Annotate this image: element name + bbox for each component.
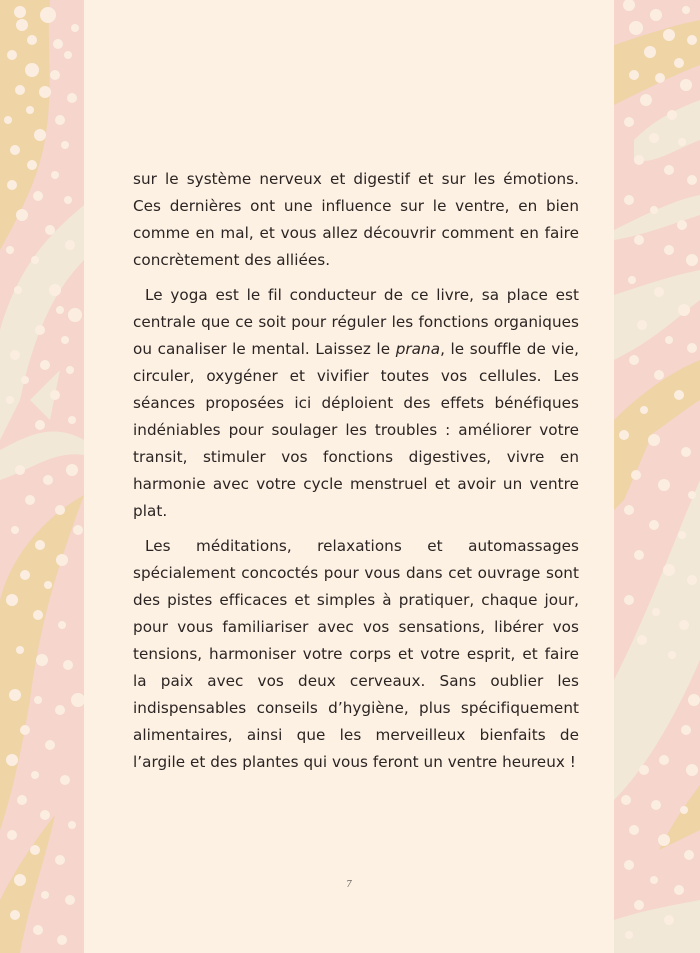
dotted-wave-pattern-right [614,0,700,953]
paragraph-1: sur le système nerveux et digestif et sur les émotions. Ces dernières ont une influence sur le ventre, en bien comme en mal, et vous allez découvrir comment en faire concrètement des alliées. [133,170,579,269]
paragraph-2-part-1: Le yoga est le fil conducteur de ce livre, sa place est centrale que ce soit pour réguler les fonctions organiques ou canaliser le mental. Laissez le [133,286,579,358]
decorative-border-right [614,0,700,953]
page-number: 7 [346,880,352,890]
emphasis-prana: prana [395,340,441,358]
paragraph-3: Les méditations, relaxations et automassages spécialement concoctés pour vous dans cet ouvrage sont des pistes efficaces et simples à pratiquer, chaque jour, pour vous familiariser avec vos sensations, libérer vos tensions, harmoniser votre corps et votre esprit, et faire la paix avec vos deux cerveaux. Sans oublier les indispensables conseils d’hygiène, plus spécifiquement alimentaires, ainsi que les merveilleux bienfaits de l’argile et des plantes qui vous feront un ventre heureux ! [133,537,579,771]
body-text [133,166,579,784]
paragraph-2 [133,282,579,525]
dotted-wave-pattern-left [0,0,84,953]
book-page [84,0,614,953]
decorative-border-left [0,0,84,953]
paragraph-2-part-2: , le souffle de vie, circuler, oxygéner et vivifier toutes vos cellules. Les séances proposées ici déploient des effets bénéfiques indéniables pour soulager les troubles : améliorer votre transit, stimuler vos fonctions digestives, vivre en harmonie avec votre cycle menstruel et avoir un ventre plat. [133,340,580,520]
